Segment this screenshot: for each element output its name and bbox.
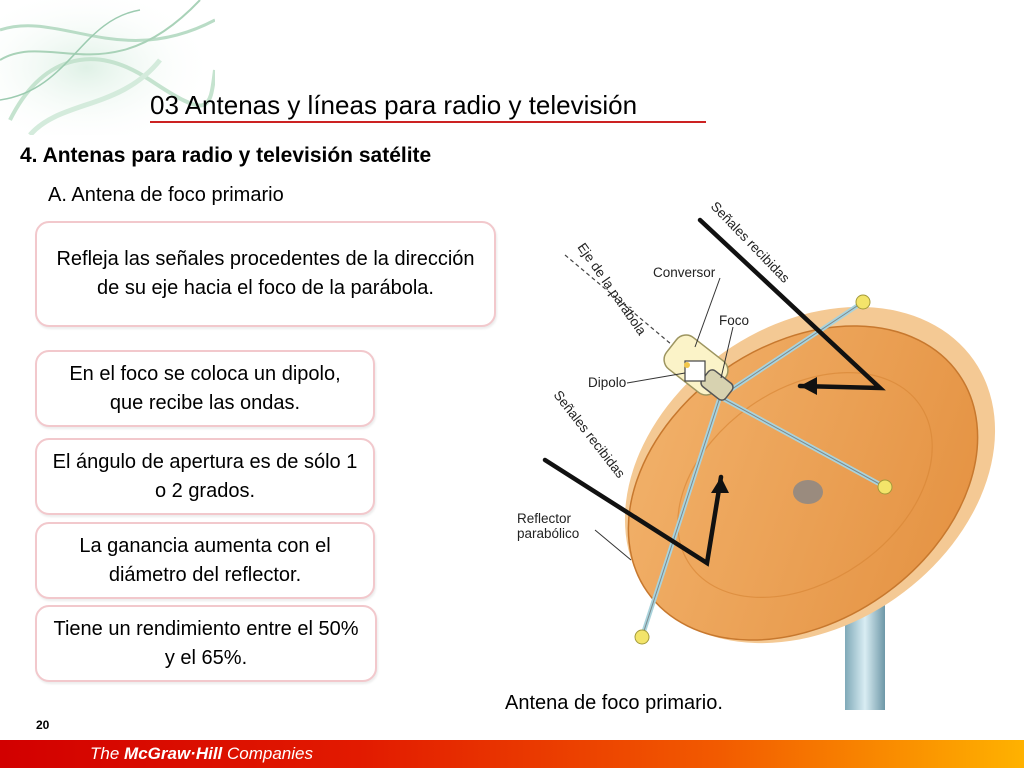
publisher-logo [90, 743, 313, 765]
antenna-diagram [505, 185, 1015, 715]
note-box-reflection: Refleja las señales procedentes de la dirección de su eje hacia el foco de la parábola. [35, 221, 496, 327]
note-box-efficiency: Tiene un rendimiento entre el 50% y el 65%. [35, 605, 377, 682]
note-box-dipole: En el foco se coloca un dipolo, que recibe las ondas. [35, 350, 375, 427]
section-title: 4. Antenas para radio y televisión satélite [20, 144, 432, 167]
chapter-title: 03 Antenas y líneas para radio y televisión [150, 90, 706, 123]
brand-prefix: The [90, 744, 125, 763]
figure-caption: Antena de foco primario. [505, 692, 723, 714]
label-senales-top: Señales recibidas [707, 198, 793, 286]
label-parabolico: parabólico [517, 526, 580, 541]
label-dipolo: Dipolo [588, 375, 627, 390]
brand-suffix: Companies [222, 744, 313, 763]
label-foco: Foco [719, 313, 750, 328]
label-eje-parabola: Eje de la parábola [574, 240, 650, 338]
note-box-gain: La ganancia aumenta con el diámetro del reflector. [35, 522, 375, 599]
label-senales-left: Señales recibidas [550, 387, 629, 481]
label-conversor: Conversor [653, 265, 716, 280]
note-box-aperture: El ángulo de apertura es de sólo 1 o 2 grados. [35, 438, 375, 515]
brand-name: McGraw·Hill [124, 744, 223, 763]
footer-bar [0, 740, 1024, 768]
subsection-title: A. Antena de foco primario [48, 184, 284, 206]
label-reflector: Reflector [517, 511, 572, 526]
page-number: 20 [36, 718, 50, 732]
